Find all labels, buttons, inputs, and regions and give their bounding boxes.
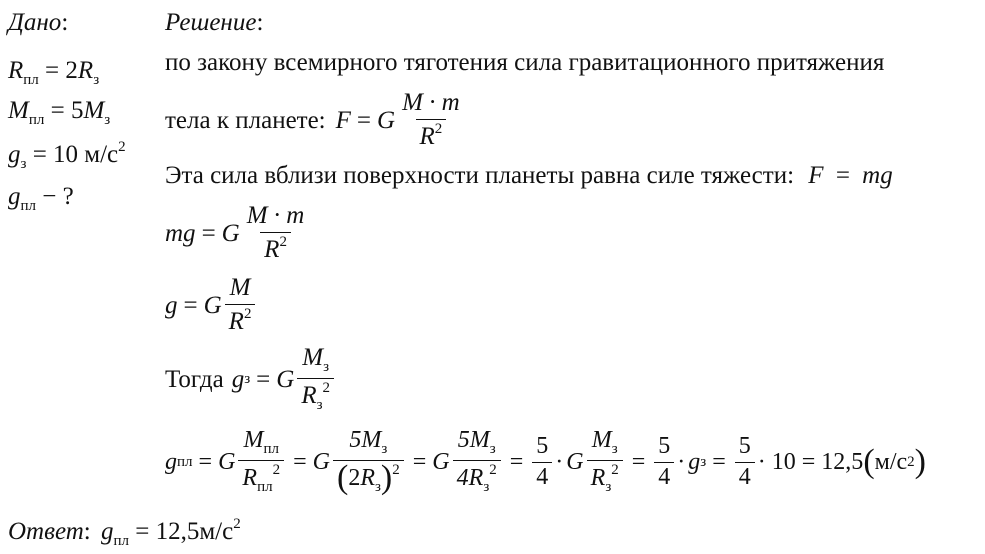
- unit: м/с: [874, 449, 908, 475]
- fraction-5-4: [735, 434, 755, 489]
- sub-z: з: [316, 396, 323, 413]
- given-line-1: [8, 58, 99, 88]
- coef-5M: 5M: [457, 427, 490, 454]
- sub-z: з: [381, 441, 388, 458]
- sup-2: 2: [611, 462, 619, 478]
- formula-line-4: [165, 276, 258, 334]
- relation: = 10 м/с: [32, 141, 119, 168]
- open-paren: (: [863, 443, 875, 481]
- given-heading-text: Дано: [8, 9, 62, 36]
- fraction-5-4: [654, 434, 674, 489]
- var-g: g: [8, 141, 21, 168]
- sub-z: з: [611, 441, 618, 458]
- sup-2: 2: [489, 462, 497, 478]
- solution-paragraph-3: Эта сила вблизи поверхности планеты равна силе тяжести:: [165, 162, 795, 189]
- fraction-term-3: [453, 428, 501, 496]
- fraction-5-4: [532, 434, 552, 489]
- var-M2: M: [83, 97, 105, 124]
- given-line-2: [8, 98, 110, 128]
- close-paren: ): [380, 459, 393, 496]
- answer-value: = 12,5м/с: [135, 518, 234, 545]
- given-line-4: [8, 184, 74, 214]
- var-F: F: [335, 106, 351, 134]
- var-G: G: [377, 106, 396, 134]
- sup-2: 2: [392, 462, 400, 478]
- var-R: R: [419, 122, 435, 150]
- numerator: [588, 428, 622, 460]
- sup-2: 2: [233, 516, 241, 532]
- var-G: G: [432, 449, 450, 475]
- coef-4R: 4R: [456, 465, 484, 491]
- sub-z: з: [323, 358, 330, 375]
- solution-heading-text: Решение: [165, 9, 257, 36]
- relation: = 2: [45, 57, 78, 84]
- formula-line-6: [165, 424, 926, 500]
- var-R: R: [264, 235, 280, 263]
- numerator: [298, 345, 333, 378]
- formula-line-5: [165, 343, 337, 413]
- var-M: M: [8, 97, 29, 124]
- equals-sign: =: [712, 449, 726, 475]
- sub-z: з: [20, 156, 27, 172]
- var-g: g: [100, 518, 114, 545]
- answer-label: Ответ: [8, 518, 84, 545]
- fraction: [243, 203, 309, 263]
- numerator: 5: [738, 433, 751, 460]
- var-M: M: [302, 343, 324, 371]
- numerator: M · m: [402, 89, 460, 117]
- denominator: 4: [735, 462, 755, 490]
- formula-line-2: [165, 163, 893, 188]
- sub-pl: пл: [177, 453, 193, 470]
- denominator: [453, 460, 501, 496]
- fraction: [297, 345, 334, 414]
- var-R2: R: [77, 57, 94, 84]
- equals-sign: =: [356, 106, 372, 134]
- var-G: G: [221, 219, 240, 247]
- sub-z: з: [104, 112, 111, 128]
- numerator: M · m: [246, 202, 305, 230]
- numerator: 5: [658, 433, 671, 460]
- var-G: G: [203, 291, 222, 319]
- answer-colon: :: [83, 518, 91, 545]
- var-G: G: [312, 449, 330, 475]
- given-heading-colon: :: [61, 9, 69, 36]
- equals-sign: =: [509, 449, 524, 475]
- fraction: [225, 275, 256, 335]
- equals-sign: =: [183, 291, 198, 319]
- sub-z: з: [93, 72, 100, 88]
- equals-sign: =: [198, 449, 213, 475]
- relation: − ?: [42, 183, 74, 210]
- var-G: G: [276, 365, 295, 393]
- equals-sign: =: [631, 449, 646, 475]
- var-R: R: [590, 465, 606, 491]
- var-R: R: [301, 381, 317, 409]
- sub-pl: пл: [113, 533, 129, 549]
- var-g: g: [165, 291, 178, 319]
- numerator: M: [229, 274, 251, 302]
- var-G: G: [566, 449, 584, 475]
- equals-sign: =: [293, 449, 307, 475]
- sub-pl: пл: [23, 72, 39, 88]
- solution-heading-colon: :: [256, 9, 264, 36]
- denominator: [225, 304, 256, 335]
- var-g: g: [688, 449, 701, 475]
- denominator: [260, 232, 291, 263]
- denominator: [416, 119, 447, 150]
- sup-2: 2: [118, 139, 126, 155]
- sub-z: з: [244, 370, 251, 387]
- fraction: [398, 90, 464, 150]
- sup-2: 2: [322, 379, 331, 396]
- var-R: R: [360, 465, 375, 491]
- var-g: g: [8, 183, 21, 210]
- digit-2: 2: [348, 465, 361, 491]
- var-mg: mg: [165, 219, 196, 247]
- sup-2: 2: [434, 120, 443, 137]
- equals-sign: =: [256, 365, 271, 393]
- formula-line-1: [165, 89, 467, 150]
- sub-z: з: [374, 479, 381, 495]
- sub-pl: пл: [257, 479, 273, 495]
- dot-operator: ·: [677, 449, 686, 475]
- sub-pl: пл: [263, 441, 279, 458]
- fraction-term-4: [587, 428, 623, 496]
- var-M: M: [591, 427, 612, 454]
- numerator: [345, 428, 391, 460]
- var-g: g: [231, 365, 245, 393]
- var-G: G: [218, 449, 236, 475]
- coef-5M: 5M: [349, 427, 382, 454]
- var-R: R: [228, 307, 244, 335]
- sub-z: з: [700, 453, 707, 470]
- numerator: [239, 428, 283, 460]
- given-line-3: [8, 140, 126, 172]
- var-mg: mg: [862, 162, 893, 189]
- var-g: g: [165, 449, 177, 475]
- denominator: [297, 378, 334, 414]
- denominator: [587, 460, 623, 496]
- denominator: [238, 460, 284, 496]
- sub-z: з: [483, 479, 490, 495]
- sub-pl: пл: [28, 112, 45, 128]
- sup-2: 2: [279, 233, 287, 250]
- equals-sign: =: [412, 449, 427, 475]
- sup-2: 2: [907, 453, 915, 470]
- open-paren: (: [336, 459, 349, 496]
- fraction-term-2: [333, 428, 404, 496]
- sub-z: з: [489, 441, 496, 458]
- relation: = 5: [50, 97, 84, 124]
- formula-line-3: [165, 204, 311, 262]
- var-R: R: [8, 57, 24, 84]
- fraction-term-1: [238, 428, 284, 496]
- given-heading: [8, 10, 68, 35]
- sub-z: з: [605, 479, 612, 495]
- solution-heading: [165, 10, 263, 35]
- var-F: F: [808, 162, 824, 189]
- solution-paragraph-2: тела к планете:: [165, 106, 326, 134]
- var-M: M: [243, 427, 264, 454]
- then-word: Тогда: [165, 365, 224, 393]
- sup-2: 2: [243, 305, 252, 322]
- equals-sign: =: [201, 219, 216, 247]
- numerator: [454, 428, 500, 460]
- result-value: · 10 = 12,5: [757, 449, 864, 475]
- sub-pl: пл: [20, 198, 37, 214]
- answer-line: [8, 517, 241, 549]
- sup-2: 2: [272, 462, 281, 478]
- denominator: 4: [532, 462, 552, 490]
- equals-sign: =: [835, 162, 850, 189]
- numerator: 5: [536, 433, 549, 460]
- solution-paragraph-1: по закону всемирного тяготения сила гравитационного притяжения: [165, 49, 885, 76]
- denominator: 4: [654, 462, 674, 490]
- var-R: R: [242, 465, 258, 491]
- dot-operator: ·: [555, 449, 564, 475]
- denominator: [333, 460, 404, 496]
- close-paren: ): [914, 443, 926, 481]
